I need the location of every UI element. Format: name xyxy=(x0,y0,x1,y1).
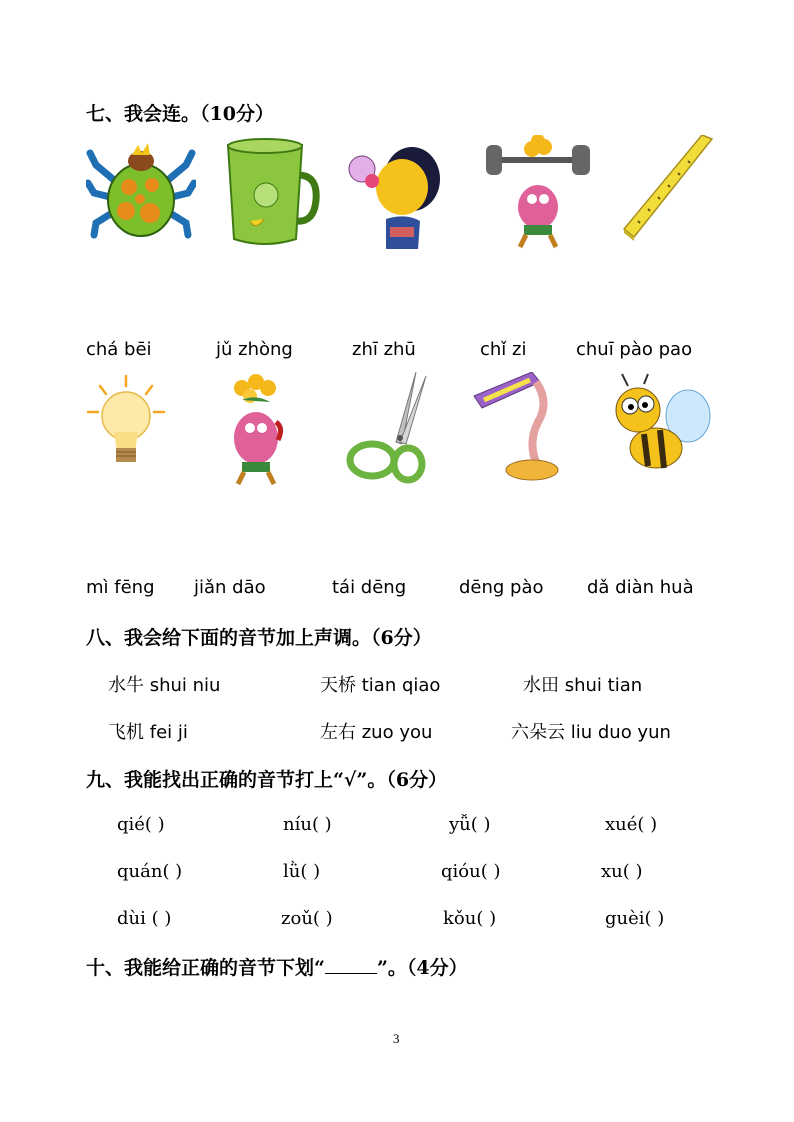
light-bulb-icon xyxy=(86,372,196,487)
tone-item-pinyin: zuo you xyxy=(361,722,433,743)
tone-item-pinyin: fei ji xyxy=(149,722,188,743)
syllable-choice[interactable]: xué( ) xyxy=(605,814,658,835)
section-10-title xyxy=(86,953,468,980)
pinyin-chi-zi: chǐ zi xyxy=(480,339,527,360)
section-10-title-start: 十、我能给正确的音节下划“ xyxy=(86,957,325,979)
pinyin-cha-bei: chá bēi xyxy=(86,339,152,360)
tone-item xyxy=(320,671,440,697)
scissors-icon xyxy=(346,372,456,487)
pinyin-da-dian-hua: dǎ diàn huà xyxy=(587,577,694,598)
tone-item-pinyin: shui tian xyxy=(564,675,643,696)
tone-item xyxy=(523,671,642,697)
underline-sample xyxy=(325,959,377,974)
syllable-choice[interactable]: qié( ) xyxy=(117,814,165,835)
tone-item-hanzi: 飞机 xyxy=(108,722,144,743)
bug-icon xyxy=(86,135,196,250)
syllable-choice[interactable]: qióu( ) xyxy=(441,861,501,882)
pinyin-jian-dao: jiǎn dāo xyxy=(194,577,266,598)
pinyin-tai-deng: tái dēng xyxy=(332,577,407,598)
pinyin-chui-pao-pao: chuī pào pao xyxy=(576,339,693,360)
tone-item-hanzi: 六朵云 xyxy=(511,722,565,743)
boy-blowing-bubble-icon xyxy=(346,135,456,250)
ruler-icon xyxy=(620,135,730,250)
tone-item-hanzi: 水田 xyxy=(523,675,559,696)
page-number: 3 xyxy=(393,1031,400,1046)
pinyin-zhi-zhu: zhī zhū xyxy=(352,339,416,360)
pinyin-ju-zhong: jǔ zhòng xyxy=(216,339,293,360)
syllable-choice[interactable]: quán( ) xyxy=(117,861,183,882)
syllable-choice[interactable]: kǒu( ) xyxy=(443,908,497,929)
section-10-title-end: ”。（4分） xyxy=(376,957,468,979)
tone-item-pinyin: shui niu xyxy=(149,675,221,696)
tone-item-pinyin: tian qiao xyxy=(361,675,441,696)
flower-phone-icon xyxy=(212,372,322,487)
bee-icon xyxy=(604,372,714,487)
tone-item-hanzi: 左右 xyxy=(320,722,356,743)
pinyin-deng-pao: dēng pào xyxy=(459,577,544,598)
syllable-choice[interactable]: lǜ( ) xyxy=(283,861,321,882)
syllable-choice[interactable]: níu( ) xyxy=(283,814,332,835)
section-9-title: 九、我能找出正确的音节打上“√”。（6分） xyxy=(86,769,448,791)
syllable-choice[interactable]: guèi( ) xyxy=(605,908,665,929)
cup-icon xyxy=(220,135,330,250)
syllable-choice[interactable]: zoǔ( ) xyxy=(281,908,333,929)
tone-item xyxy=(108,671,220,697)
syllable-choice[interactable]: xu( ) xyxy=(601,861,643,882)
tone-item xyxy=(511,718,671,744)
tone-item xyxy=(320,718,432,744)
desk-lamp-icon xyxy=(470,372,580,487)
pinyin-mi-feng: mì fēng xyxy=(86,577,155,598)
syllable-choice[interactable]: yǚ( ) xyxy=(449,814,491,835)
tone-item-hanzi: 水牛 xyxy=(108,675,144,696)
section-7-title: 七、我会连。（10分） xyxy=(86,103,274,125)
section-8-title: 八、我会给下面的音节加上声调。（6分） xyxy=(86,627,432,649)
tone-item xyxy=(108,718,188,744)
syllable-choice[interactable]: dùi ( ) xyxy=(117,908,172,929)
tone-item-pinyin: liu duo yun xyxy=(570,722,671,743)
flower-weightlifter-icon xyxy=(484,135,594,250)
tone-item-hanzi: 天桥 xyxy=(320,675,356,696)
